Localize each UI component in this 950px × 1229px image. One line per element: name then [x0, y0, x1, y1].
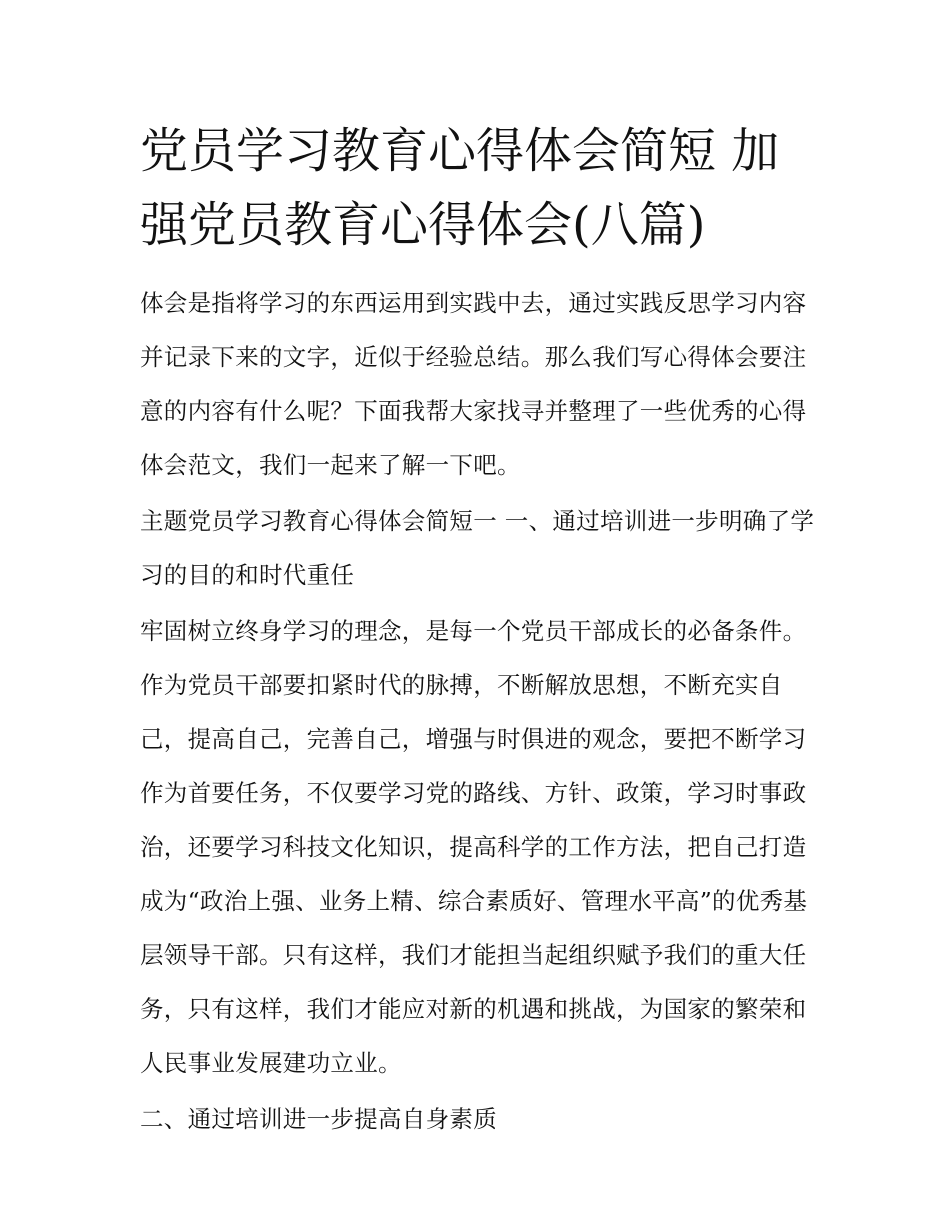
section-2-heading: 二、通过培训进一步提高自身素质 [140, 1105, 497, 1133]
section-1-heading: 主题党员学习教育心得体会简短一 一、通过培训进一步明确了学习的目的和时代重任 [140, 507, 815, 589]
document-title: 党员学习教育心得体会简短 加强党员教育心得体会(八篇) [140, 123, 780, 253]
document-page [140, 114, 820, 1146]
intro-paragraph: 体会是指将学习的东西运用到实践中去，通过实践反思学习内容并记录下来的文字，近似于经验总结。那么我们写心得体会要注意的内容有什么呢？下面我帮大家找寻并整理了一些优秀的心得体会范文，我们一起来了解一下吧。 [140, 289, 807, 479]
section-1-body: 牢固树立终身学习的理念，是每一个党员干部成长的必备条件。作为党员干部要扣紧时代的脉搏，不断解放思想，不断充实自己，提高自己，完善自己，增强与时俱进的观念，要把不断学习作为首要任务，不仅要学习党的路线、方针、政策，学习时事政治，还要学习科技文化知识，提高科学的工作方法，把自己打造成为“政治上强、业务上精、综合素质好、管理水平高”的优秀基层领导干部。只有这样，我们才能担当起组织赋予我们的重大任务，只有这样，我们才能应对新的机遇和挑战，为国家的繁荣和人民事业发展建功立业。 [140, 617, 808, 1077]
